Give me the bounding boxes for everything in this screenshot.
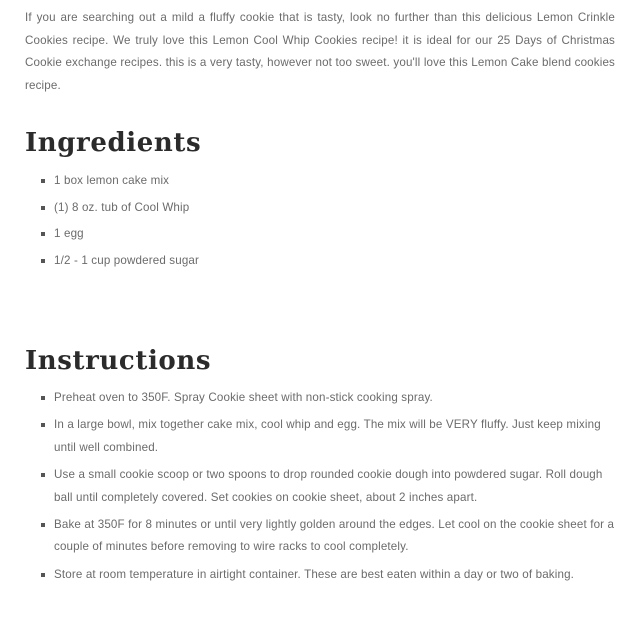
ingredient-item: 1 egg	[25, 223, 615, 245]
instruction-step: In a large bowl, mix together cake mix, cool whip and egg. The mix will be VERY fluffy. Just keep mixing until well combined.	[25, 414, 615, 459]
instruction-step: Use a small cookie scoop or two spoons to drop rounded cookie dough into powdered sugar. Roll dough ball until completely covered. Set cookies on cookie sheet, about 2 inches apart.	[25, 464, 615, 509]
instruction-step: Store at room temperature in airtight container. These are best eaten within a day or two of baking.	[25, 564, 615, 587]
ingredient-item: 1/2 - 1 cup powdered sugar	[25, 250, 615, 272]
instruction-step: Bake at 350F for 8 minutes or until very lightly golden around the edges. Let cool on the cookie sheet for a couple of minutes before removing to wire racks to cool completely.	[25, 514, 615, 559]
instruction-step: Preheat oven to 350F. Spray Cookie sheet with non-stick cooking spray.	[25, 387, 615, 410]
instructions-list	[25, 387, 615, 591]
instructions-heading: Instructions	[25, 346, 212, 376]
ingredients-list	[25, 170, 615, 276]
ingredients-heading: Ingredients	[25, 128, 202, 158]
ingredient-item: 1 box lemon cake mix	[25, 170, 615, 192]
intro-paragraph: If you are searching out a mild a fluffy cookie that is tasty, look no further than this delicious Lemon Crinkle Cookies recipe. We truly love this Lemon Cool Whip Cookies recipe! it is ideal for our 25 Days of Christmas Cookie exchange recipes. this is a very tasty, however not too sweet. you'll love this Lemon Cake blend cookies recipe.	[25, 11, 615, 92]
ingredient-item: (1) 8 oz. tub of Cool Whip	[25, 197, 615, 219]
